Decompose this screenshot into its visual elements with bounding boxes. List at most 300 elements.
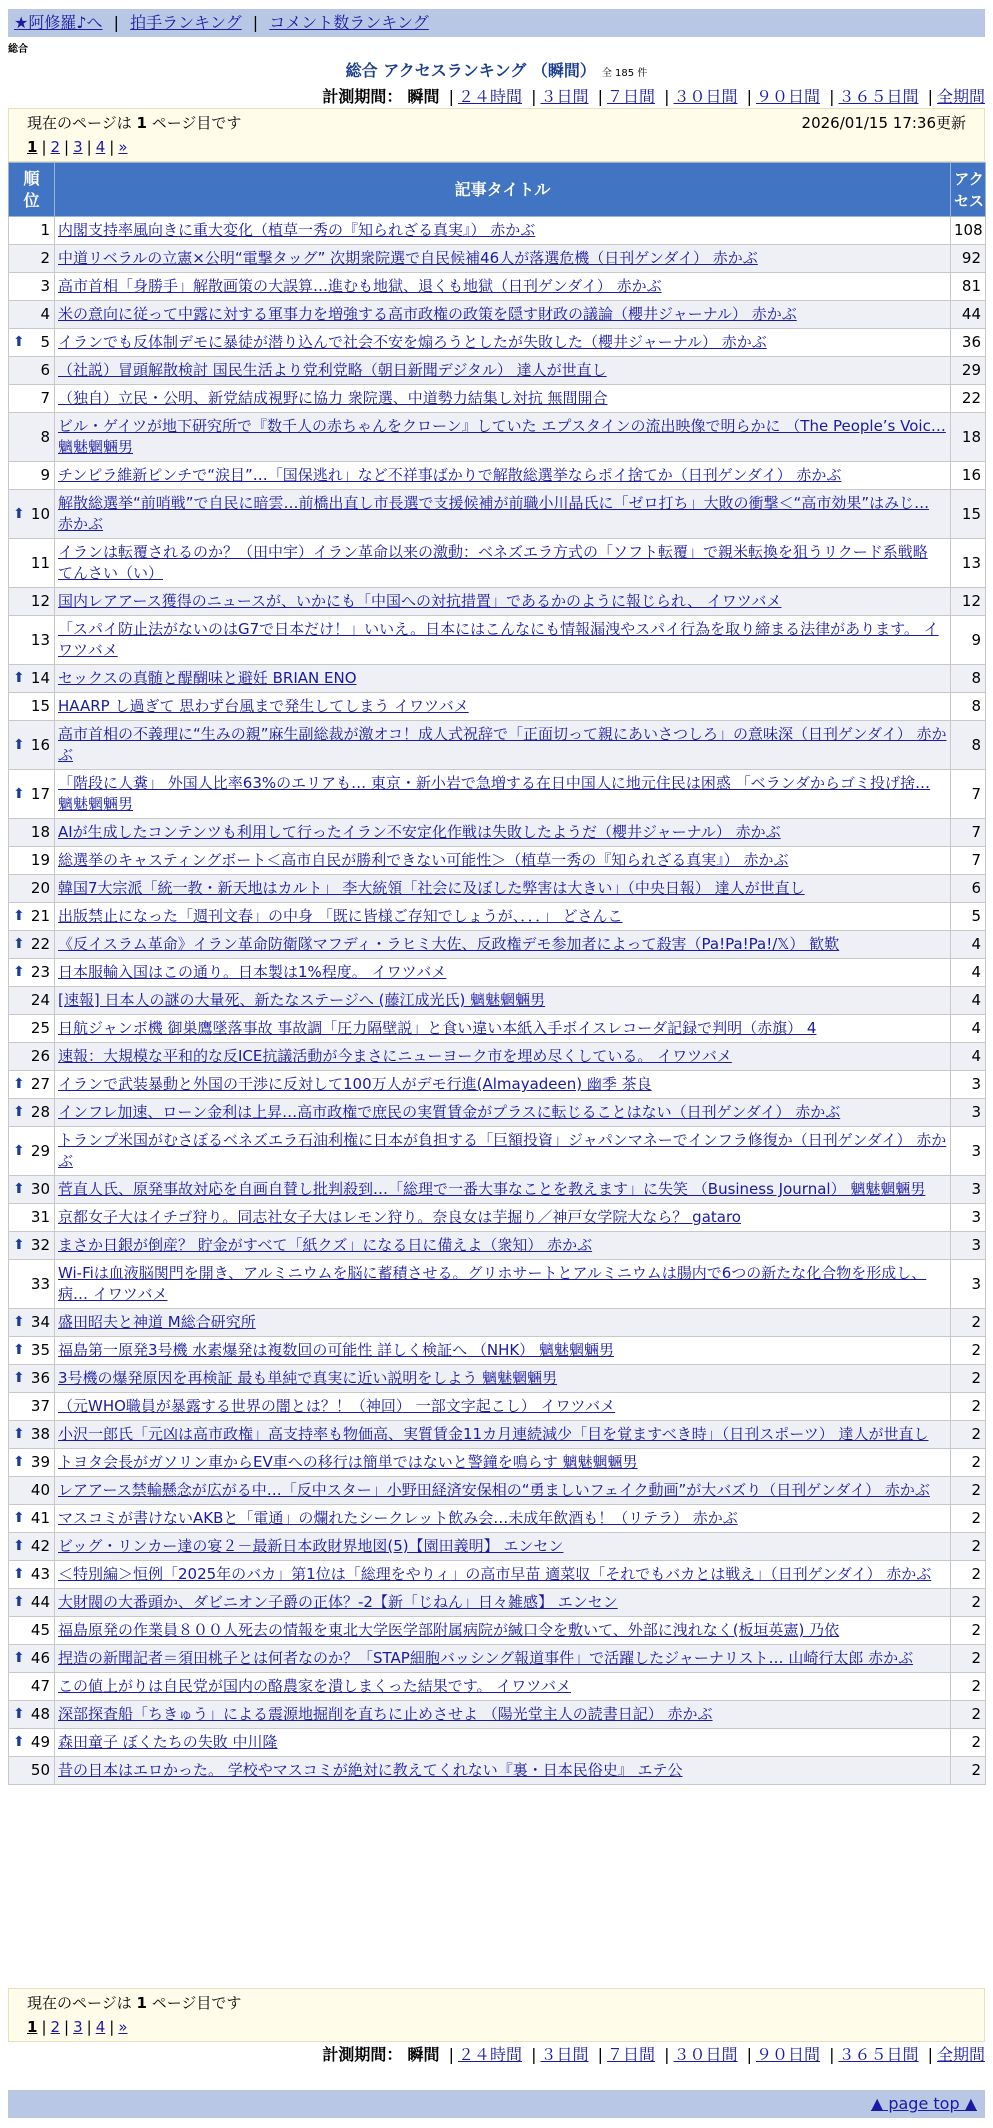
title-cell [55,1701,951,1729]
table-row [9,1309,986,1337]
pagination-separator: | [109,2018,115,2036]
access-count: 4 [951,931,986,959]
access-count: 7 [951,847,986,875]
access-count: 4 [951,959,986,987]
ranking-table [8,162,986,1785]
pagination-separator: | [41,138,47,156]
table-row [9,1617,986,1645]
access-count: 44 [951,301,986,329]
rank-cell [9,539,55,588]
table-row [9,1043,986,1071]
rank-cell [9,1701,55,1729]
rank-number: 46 [30,1649,50,1667]
article-link[interactable]: 中道リベラルの立憲×公明“電撃タッグ” 次期衆院選で自民候補46人が落選危機（日刊ゲンダイ） 赤かぶ [58,249,758,267]
period-90d-link[interactable]: ９０日間 [755,2045,820,2064]
article-link[interactable]: マスコミが書けないAKBと「電通」の爛れたシークレット飲み会…未成年飲酒も！（リテラ） 赤かぶ [58,1509,738,1527]
article-link[interactable]: （独自）立民・公明、新党結成視野に協力 衆院選、中道勢力結集し対抗 無間開合 [58,389,608,407]
period-separator: | [746,87,752,106]
article-link[interactable]: 解散総選挙“前哨戦”で自民に暗雲…前橋出直し市長選で支援候補が前職小川晶氏に「ゼロ打ち」大敗の衝撃＜“高市効果”はみじ… 赤かぶ [58,494,930,533]
article-link[interactable]: 小沢一郎氏「元凶は高市政権」高支持率も物価高、実質賃金11カ月連続減少「目を覚ますべき時」（日刊スポーツ） 達人が世直し [58,1425,929,1443]
page-top-link[interactable]: ▲ page top ▲ [870,2094,977,2113]
table-row [9,413,986,462]
pagination-page-4[interactable]: 4 [95,138,106,156]
rank-up-icon: ⬆ [13,1314,25,1330]
article-link[interactable]: チンピラ維新ピンチで“涙目”…「国保逃れ」など不祥事ばかりで解散総選挙ならポイ捨てか（日刊ゲンダイ） 赤かぶ [58,466,842,484]
rank-cell [9,245,55,273]
pagination-page-3[interactable]: 3 [73,2018,83,2036]
rank-number: 47 [30,1677,50,1695]
table-row [9,665,986,693]
rank-number: 15 [30,697,50,715]
current-page-prefix: 現在のページは [27,114,137,132]
table-row [9,1701,986,1729]
comment-ranking-link[interactable]: コメント数ランキング [269,13,429,32]
rank-up-icon: ⬆ [13,1650,25,1666]
article-link[interactable]: 高市首相の不義理に“生みの親”麻生副総裁が激オコ！成人式祝辞で「正面切って親にあいさつしろ」の意味深（日刊ゲンダイ） 赤かぶ [58,725,947,764]
rank-number: 35 [30,1341,50,1359]
rank-number: 39 [30,1453,50,1471]
period-365d-link[interactable]: ３６５日間 [838,87,919,106]
article-link[interactable]: 森田童子 ぼくたちの失敗 中川隆 [58,1733,278,1751]
article-link[interactable]: 「階段に人糞」 外国人比率63%のエリアも… 東京・新小岩で急増する在日中国人に地元住民は困惑 「ベランダからゴミ投げ捨… 魑魅魍魎男 [58,774,931,813]
article-link[interactable]: イランは転覆されるのか？（田中宇）イラン革命以来の激動：ベネズエラ方式の「ソフト転覆」で親米転換を狙うリクード系戦略 てんさい（い） [58,543,928,582]
rank-number: 10 [30,504,50,523]
rank-number: 37 [30,1397,50,1415]
rank-cell [9,1232,55,1260]
article-link[interactable]: Wi-Fiは血液脳関門を開き、アルミニウムを脳に蓄積させる。グリホサートとアルミニウムは腸内で6つの新たな化合物を形成し、病… イワツバメ [58,1264,927,1303]
article-link[interactable]: 出版禁止になった「週刊文春」の中身 「既に皆様ご存知でしょうが、．．．」 どさんこ [58,907,623,925]
rank-number: 50 [30,1761,50,1779]
rank-number: 22 [30,935,50,953]
rank-number: 16 [30,735,50,754]
rank-number: 32 [30,1236,50,1254]
rank-cell [9,1757,55,1785]
access-count: 22 [951,385,986,413]
title-cell [55,616,951,665]
period-all-link[interactable]: 全期間 [936,87,985,106]
table-row [9,1204,986,1232]
article-link[interactable]: インフレ加速、ローン金利は上昇…高市政権で庶民の実質賃金がプラスに転じることはない（日刊ゲンダイ） 赤かぶ [58,1103,841,1121]
access-count: 2 [951,1449,986,1477]
article-link[interactable]: イランでも反体制デモに暴徒が潜り込んで社会不安を煽ろうとしたが失敗した（櫻井ジャーナル） 赤かぶ [58,333,767,351]
access-count: 3 [951,1127,986,1176]
rank-up-icon: ⬆ [13,908,25,924]
title-cell [55,1589,951,1617]
title-cell [55,1477,951,1505]
table-row [9,1729,986,1757]
current-page-number: 1 [136,1994,147,2012]
article-link[interactable]: 福島原発の作業員８００人死去の情報を東北大学医学部附属病院が緘口令を敷いて、外部に洩れなく(板垣英憲) 乃依 [58,1621,840,1639]
period-365d-link[interactable]: ３６５日間 [838,2045,919,2064]
access-count: 2 [951,1337,986,1365]
table-row [9,721,986,770]
rank-number: 4 [40,305,50,323]
current-page-number: 1 [136,114,147,132]
table-row [9,1232,986,1260]
access-count: 81 [951,273,986,301]
pagination-next[interactable]: » [118,138,128,156]
table-row [9,245,986,273]
access-count: 2 [951,1561,986,1589]
pagination-bottom [27,2015,966,2039]
period-30d-link[interactable]: ３０日間 [673,87,738,106]
title-cell [55,539,951,588]
nav-separator: | [252,13,259,32]
article-link[interactable]: トヨタ会長がガソリン車からEV車への移行は簡単ではないと警鐘を鳴らす 魑魅魍魎男 [58,1453,638,1471]
rank-cell [9,1393,55,1421]
period-30d-link[interactable]: ３０日間 [673,2045,738,2064]
rank-number: 41 [30,1509,50,1527]
access-count: 3 [951,1071,986,1099]
access-count: 36 [951,329,986,357]
article-link[interactable]: この値上がりは自民党が国内の酪農家を潰しまくった結果です。 イワツバメ [58,1677,571,1695]
rank-cell [9,959,55,987]
table-row [9,1260,986,1309]
pagination-separator: | [64,138,70,156]
table-row [9,903,986,931]
access-count: 2 [951,1757,986,1785]
rank-cell [9,1337,55,1365]
period-all-link[interactable]: 全期間 [936,2045,985,2064]
pagination-separator: | [86,138,92,156]
rank-cell [9,1561,55,1589]
table-row [9,357,986,385]
period-separator: | [927,87,933,106]
access-count: 4 [951,987,986,1015]
period-separator: | [927,2045,933,2064]
rank-cell [9,1449,55,1477]
access-count: 2 [951,1673,986,1701]
period-selector-top [322,86,985,108]
access-count: 3 [951,1099,986,1127]
title-cell [55,1127,951,1176]
rank-cell [9,357,55,385]
title-cell [55,1617,951,1645]
title-cell [55,1309,951,1337]
table-row [9,1589,986,1617]
article-link[interactable]: 京都女子大はイチゴ狩り。同志社女子大はレモン狩り。奈良女は芋掘り／神戸女学院大なら？ gataro [58,1208,741,1226]
rank-number: 40 [30,1481,50,1499]
title-cell [55,875,951,903]
rank-number: 3 [40,277,50,295]
pagination-current: 1 [27,2018,38,2036]
rank-up-icon: ⬆ [13,1181,25,1197]
article-link[interactable]: 捏造の新聞記者＝須田桃子とは何者なのか？「STAP細胞バッシング報道事件」で活躍したジャーナリスト… 山崎行太郎 赤かぶ [58,1649,914,1667]
rank-number: 30 [30,1180,50,1198]
pagination-page-2[interactable]: 2 [50,138,61,156]
access-count: 2 [951,1701,986,1729]
title-cell [55,217,951,245]
table-row [9,1337,986,1365]
rank-up-icon: ⬆ [13,670,25,686]
table-row [9,1673,986,1701]
access-count: 16 [951,462,986,490]
table-row [9,1127,986,1176]
period-label: 計測期間： [322,87,403,106]
title-cell [55,1099,951,1127]
rank-number: 44 [30,1593,50,1611]
access-count: 2 [951,1589,986,1617]
access-count: 7 [951,819,986,847]
period-3d-link[interactable]: ３日間 [540,87,589,106]
rank-cell [9,1204,55,1232]
ranking-table-body [9,217,986,1785]
table-row [9,1533,986,1561]
rank-number: 18 [30,823,50,841]
rank-up-icon: ⬆ [13,1454,25,1470]
article-link[interactable]: AIが生成したコンテンツも利用して行ったイラン不安定化作戦は失敗したようだ（櫻井ジャーナル） 赤かぶ [58,823,781,841]
title-cell [55,1505,951,1533]
table-row [9,1645,986,1673]
title-cell [55,301,951,329]
rank-cell [9,987,55,1015]
period-separator: | [829,2045,835,2064]
title-cell [55,1043,951,1071]
rank-up-icon: ⬆ [13,1142,25,1159]
access-count: 108 [951,217,986,245]
rank-cell [9,273,55,301]
rank-number: 20 [30,879,50,897]
rank-cell [9,1645,55,1673]
rank-up-icon: ⬆ [13,1342,25,1358]
period-separator: | [597,87,603,106]
title-cell [55,1071,951,1099]
article-link[interactable]: 速報：大規模な平和的な反ICE抗議活動が今まさにニューヨーク市を埋め尽くしている。 イワツバメ [58,1047,732,1065]
rank-cell [9,329,55,357]
title-cell [55,1729,951,1757]
table-row [9,959,986,987]
access-count: 2 [951,1617,986,1645]
rank-number: 19 [30,851,50,869]
article-link[interactable]: 国内レアアース獲得のニュースが、いかにも「中国への対抗措置」であるかのように報じられ、 イワツバメ [58,592,782,610]
home-link[interactable]: ★阿修羅♪へ [14,13,103,32]
article-link[interactable]: トランプ米国がむさぼるベネズエラ石油利権に日本が負担する「巨額投資」ジャパンマネーでインフラ修復か（日刊ゲンダイ） 赤かぶ [58,1131,947,1170]
access-header [951,163,986,217]
title-cell [55,819,951,847]
article-link[interactable]: ビル・ゲイツが地下研究所で『数千人の赤ちゃんをクローン』していた エプスタインの流出映像で明らかに （The People’s Voic… 魑魅魍魎男 [58,417,946,456]
rank-number: 27 [30,1075,50,1093]
rank-cell [9,462,55,490]
article-link[interactable]: ＜特別編＞恒例「2025年のバカ」第1位は「総理をやりィ」の高市早苗 適菜収「それでもバカとは戦え」（日刊ゲンダイ） 赤かぶ [58,1565,932,1583]
rank-cell [9,875,55,903]
access-count: 2 [951,1393,986,1421]
title-cell [55,959,951,987]
article-link[interactable]: 日航ジャンボ機 御巣鷹墜落事故 事故調「圧力隔壁説」と食い違い本紙入手ボイスレコーダ記録で判明（赤旗） 4 [58,1019,817,1037]
table-row [9,462,986,490]
table-row [9,490,986,539]
rank-cell [9,1260,55,1309]
rank-cell [9,1533,55,1561]
access-count: 2 [951,1729,986,1757]
period-7d-link[interactable]: ７日間 [606,2045,655,2064]
rank-cell [9,1071,55,1099]
clap-ranking-link[interactable]: 拍手ランキング [130,13,242,32]
rank-cell [9,1043,55,1071]
title-cell [55,1337,951,1365]
access-count: 13 [951,539,986,588]
article-link[interactable]: 「スパイ防止法がないのはG7で日本だけ！」いいえ。日本にはこんなにも情報漏洩やスパイ行為を取り締まる法律があります。 イワツバメ [58,620,939,659]
pagination-next[interactable]: » [118,2018,128,2036]
title-cell [55,665,951,693]
rank-cell [9,1617,55,1645]
article-link[interactable]: セックスの真髄と醍醐味と避妊 BRIAN ENO [58,669,357,687]
rank-number: 33 [30,1274,50,1293]
rank-number: 6 [40,361,50,379]
current-page-suffix: ページ目です [146,114,242,132]
article-link[interactable]: 《反イスラム革命》イラン革命防衛隊マフディ・ラヒミ大佐、反政権デモ参加者によって殺害（Pa!Pa!Pa!/𝕏） 歓歎 [58,935,840,953]
rank-up-icon: ⬆ [13,334,25,350]
pagination-separator: | [41,2018,47,2036]
pagination-top [27,135,966,159]
title-cell [55,462,951,490]
access-count: 12 [951,588,986,616]
table-row [9,301,986,329]
rank-up-icon: ⬆ [13,1104,25,1120]
access-count: 8 [951,693,986,721]
table-row [9,1505,986,1533]
rank-cell [9,588,55,616]
period-separator: | [531,2045,537,2064]
table-row [9,1757,986,1785]
title-cell [55,693,951,721]
rank-cell [9,217,55,245]
rank-number: 13 [30,630,50,649]
rank-cell [9,616,55,665]
access-header-label: アクセス [953,169,984,210]
article-link[interactable]: 盛田昭夫と神道 M総合研究所 [58,1313,256,1331]
title-cell [55,1645,951,1673]
period-24h-link[interactable]: ２４時間 [457,87,522,106]
table-row [9,385,986,413]
article-link[interactable]: （社説）冒頭解散検討 国民生活より党利党略（朝日新聞デジタル） 達人が世直し [58,361,607,379]
page-info-top [8,108,985,162]
rank-number: 36 [30,1369,50,1387]
rank-cell [9,1729,55,1757]
title-header: 記事タイトル [55,163,951,217]
article-link[interactable]: 大財閥の大番頭か、ダビニオン子爵の正体？-2【新「じねん」日々雑感】 エンセン [58,1593,618,1611]
page-title [8,60,985,82]
rank-cell [9,903,55,931]
article-link[interactable]: 内閣支持率風向きに重大変化（植草一秀の『知られざる真実』） 赤かぶ [58,221,536,239]
access-count: 8 [951,665,986,693]
rank-cell [9,490,55,539]
rank-number: 29 [30,1141,50,1160]
period-separator: | [829,87,835,106]
article-link[interactable]: まさか日銀が倒産？ 貯金がすべて「紙クズ」になる日に備えよ（衆知） 赤かぶ [58,1236,593,1254]
pagination-page-2[interactable]: 2 [50,2018,61,2036]
article-link[interactable]: ビッグ・リンカー達の宴２－最新日本政財界地図(5)【園田義明】 エンセン [58,1537,564,1555]
current-page-text [27,111,241,135]
access-count: 3 [951,1204,986,1232]
article-link[interactable]: 深部探査船「ちきゅう」による震源地掘削を直ちに止めさせよ （陽光堂主人の読書日記） 赤かぶ [58,1705,713,1723]
article-link[interactable]: 3号機の爆発原因を再検証 最も単純で真実に近い説明をしよう 魑魅魍魎男 [58,1369,558,1387]
rank-up-icon: ⬆ [13,1706,25,1722]
table-row [9,931,986,959]
rank-up-icon: ⬆ [13,1566,25,1582]
article-link[interactable]: 米の意向に従って中露に対する軍事力を増強する高市政権の政策を隠す財政の議論（櫻井ジャーナル） 赤かぶ [58,305,797,323]
article-link[interactable]: 福島第一原発3号機 水素爆発は複数回の可能性 詳しく検証へ （NHK） 魑魅魍魎男 [58,1341,614,1359]
current-page-prefix: 現在のページは [27,1994,137,2012]
rank-number: 42 [30,1537,50,1555]
article-link[interactable]: 総選挙のキャスティングボート＜高市自民が勝利できない可能性＞（植草一秀の『知られざる真実』） 赤かぶ [58,851,789,869]
access-count: 6 [951,875,986,903]
title-cell [55,588,951,616]
access-count: 2 [951,1533,986,1561]
rank-cell [9,665,55,693]
pagination-page-3[interactable]: 3 [73,138,83,156]
article-link[interactable]: 菅直人氏、原発事故対応を自画自賛し批判殺到…「総理で一番大事なことを教えます」に失笑 （Business Journal） 魑魅魍魎男 [58,1180,926,1198]
article-link[interactable]: 日本服輸入国はこの通り。日本製は1%程度。 イワツバメ [58,963,447,981]
table-header-row [9,163,986,217]
rank-up-icon: ⬆ [13,1076,25,1092]
table-row [9,987,986,1015]
top-nav-bar [8,9,985,37]
title-cell [55,1204,951,1232]
period-7d-link[interactable]: ７日間 [606,87,655,106]
period-current: 瞬間 [407,2045,440,2064]
rank-cell [9,1365,55,1393]
period-24h-link[interactable]: ２４時間 [457,2045,522,2064]
rank-cell [9,819,55,847]
access-count: 5 [951,903,986,931]
table-row [9,875,986,903]
rank-up-icon: ⬆ [13,1594,25,1610]
rank-number: 31 [30,1208,50,1226]
rank-header [9,163,55,217]
access-count: 15 [951,490,986,539]
table-row [9,217,986,245]
rank-number: 5 [40,333,50,351]
table-row [9,616,986,665]
period-3d-link[interactable]: ３日間 [540,2045,589,2064]
article-link[interactable]: （元WHO職員が暴露する世界の闇とは？！（神回） 一部文字起こし） イワツバメ [58,1397,616,1415]
rank-cell [9,385,55,413]
rank-number: 11 [30,553,50,572]
pagination-page-4[interactable]: 4 [95,2018,106,2036]
article-link[interactable]: 昔の日本はエロかった。 学校やマスコミが絶対に教えてくれない『裏・日本民俗史』 エテ公 [58,1761,683,1779]
table-row [9,1449,986,1477]
article-link[interactable]: HAARP し過ぎて 思わず台風まで発生してしまう イワツバメ [58,697,469,715]
rank-number: 43 [30,1565,50,1583]
article-link[interactable]: 韓国7大宗派「統一教・新天地はカルト」 李大統領「社会に及ぼした弊害は大きい」（中央日報） 達人が世直し [58,879,805,897]
rank-number: 28 [30,1103,50,1121]
article-link[interactable]: イランで武装暴動と外国の干渉に反対して100万人がデモ行進(Almayadeen) 幽季 茶良 [58,1075,652,1093]
article-link[interactable]: [速報] 日本人の謎の大量死、新たなステージへ (藤江成光氏) 魑魅魍魎男 [58,991,546,1009]
rank-number: 26 [30,1047,50,1065]
period-90d-link[interactable]: ９０日間 [755,87,820,106]
access-count: 2 [951,1309,986,1337]
period-separator: | [448,2045,454,2064]
period-separator: | [746,2045,752,2064]
rank-header-label: 順位 [23,168,40,210]
rank-number: 48 [30,1705,50,1723]
article-link[interactable]: レアアース禁輸懸念が広がる中…「反中スター」小野田経済安保相の“勇ましいフェイク動画”が大バズり（日刊ゲンダイ） 赤かぶ [58,1481,930,1499]
rank-up-icon: ⬆ [13,1734,25,1750]
rank-number: 45 [30,1621,50,1639]
title-cell [55,987,951,1015]
table-row [9,770,986,819]
title-cell [55,1561,951,1589]
article-link[interactable]: 高市首相「身勝手」解散画策の大誤算…進むも地獄、退くも地獄（日刊ゲンダイ） 赤かぶ [58,277,662,295]
rank-number: 2 [40,249,50,267]
rank-number: 21 [30,907,50,925]
nav-separator: | [113,13,120,32]
rank-cell [9,413,55,462]
rank-number: 1 [40,221,50,239]
title-cell [55,903,951,931]
rank-cell [9,1309,55,1337]
rank-up-icon: ⬆ [13,736,25,753]
